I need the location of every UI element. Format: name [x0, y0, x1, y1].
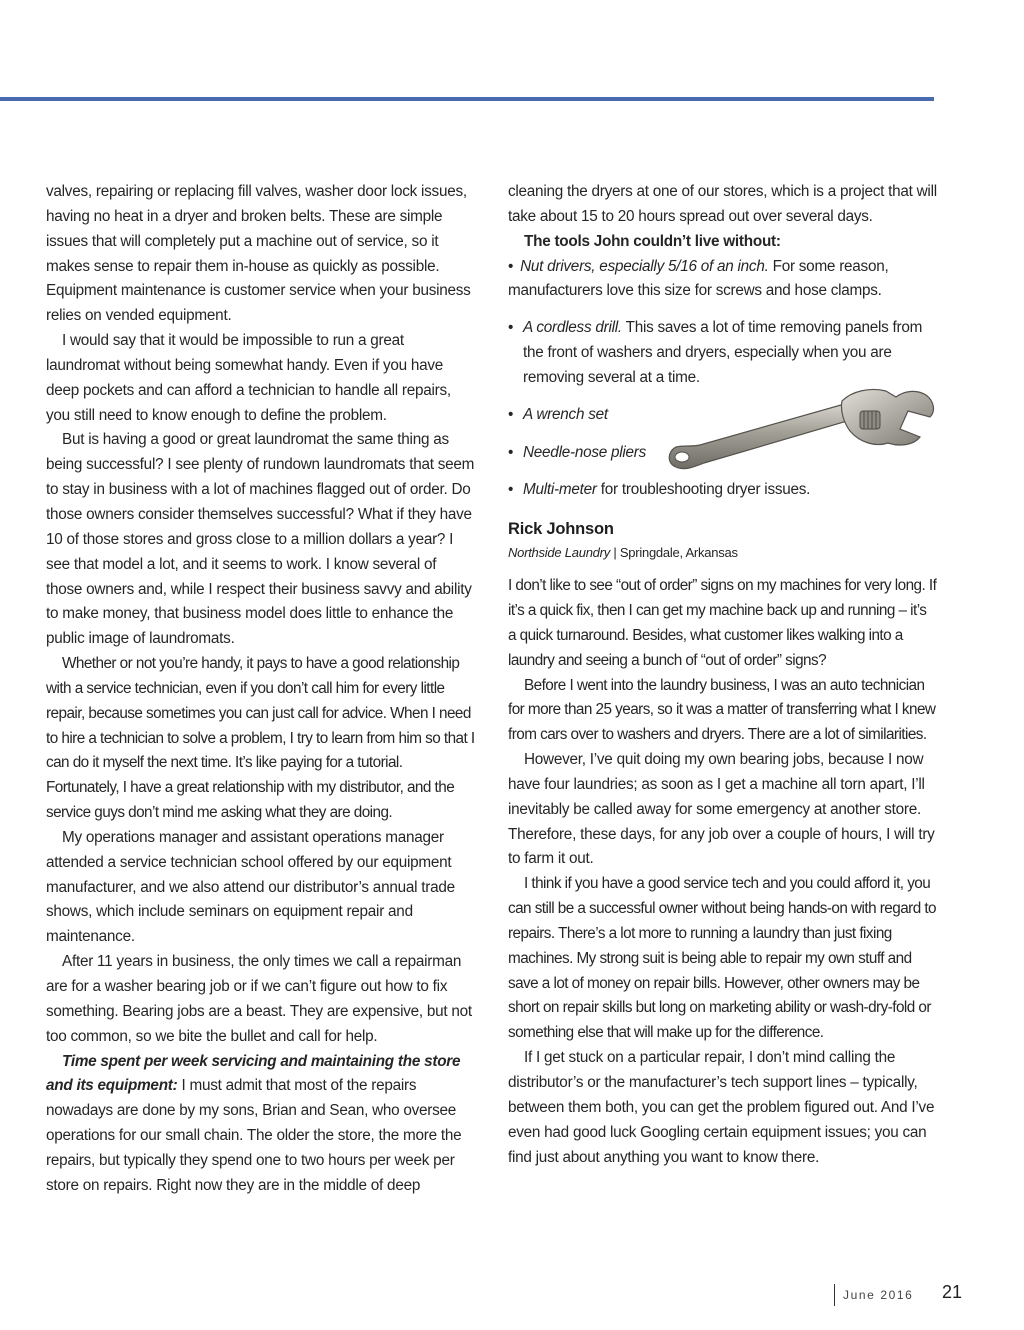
separator: |	[609, 545, 620, 561]
paragraph: I don’t like to see “out of order” signs on my machines for very long. If it’s a quick fix, then I can get my machine back up and running – it’s a quick turnaround. Besides, what customer likes walking into a laundry and seeing a bunch of “out of order” signs?	[508, 577, 937, 669]
header-rule	[0, 97, 934, 101]
business-name: Northside Laundry	[508, 545, 610, 561]
city: Springdale, Arkansas	[619, 545, 738, 561]
tools-heading: The tools John couldn’t live without:	[524, 232, 781, 250]
wrench-head	[841, 389, 933, 445]
paragraph-with-lead	[46, 1050, 476, 1199]
paragraph: Before I went into the laundry business, I was an auto technician for more than 25 years, so it was a matter of transferring what I knew from cars over to washers and dryers. There are a lot of similarities.	[508, 676, 936, 744]
paragraph: valves, repairing or replacing fill valves, washer door lock issues, having no heat in a dryer and broken belts. These are simple issues that will completely put a machine out of service, so it makes sense to repair them in-house as quickly as possible. Equipment maintenance is customer service when your business relies on vended equipment.	[46, 183, 471, 325]
wrench-illustration	[664, 385, 939, 475]
wrench-worm-gear	[860, 411, 880, 429]
wrench-handle	[669, 403, 854, 469]
paragraph: However, I’ve quit doing my own bearing jobs, because I now have four laundries; as soon as I get a machine all torn apart, I’ll inevitably be called away for some emergency at another store. Therefore, these days, for any job over a couple of hours, I will try to farm it out.	[508, 751, 935, 868]
paragraph: I think if you have a good service tech and you could afford it, you can still be a successful owner without being hands-on with regard to repairs. There’s a lot more to running a laundry than just fixing machines. My strong suit is being able to repair my own stuff and save a lot of money on repair bills. However, other owners may be short on repair skills but long on marketing ability or wash-dry-fold or something else that will make up for the difference.	[508, 875, 937, 1042]
paragraph: After 11 years in business, the only times we call a repairman are for a washer bearing job or if we can’t figure out how to fix something. Bearing jobs are a beast. They are expensive, but not too common, so we bite the bullet and call for help.	[46, 953, 472, 1045]
paragraph-text: I must admit that most of the repairs nowadays are done by my sons, Brian and Sean, who oversee operations for our small chain. The older the store, the more the repairs, but typically they spend one to two hours per week per store on repairs. Right now they are in the middle of deep	[46, 1077, 462, 1194]
paragraph: My operations manager and assistant operations manager attended a service technician school offered by our equipment manufacturer, and we also attend our distributor’s annual trade shows, which include seminars on equipment repair and maintenance.	[46, 828, 455, 946]
paragraph: cleaning the dryers at one of our stores, which is a project that will take about 15 to 20 hours spread out over several days.	[508, 183, 937, 225]
paragraph: I would say that it would be impossible to run a great laundromat without being somewhat handy. Even if you have deep pockets and can afford a technician to handle all repairs, you still need to know enough to define the problem.	[46, 332, 451, 424]
paragraph: If I get stuck on a particular repair, I don’t mind calling the distributor’s or the manufacturer’s tech support lines – typically, between them both, you can get the problem figured out. And I’ve even had good luck Googling certain equipment issues; you can find just about anything you want to know there.	[508, 1049, 935, 1166]
list-item	[508, 478, 938, 503]
tool-name: Nut drivers, especially 5/16 of an inch.	[520, 257, 769, 275]
right-column	[508, 180, 938, 1170]
left-column	[46, 180, 476, 1199]
run-in-heading: Time spent per week servicing and maintaining the store and its equipment:	[46, 1052, 461, 1095]
list-item	[508, 316, 938, 391]
person-name: Rick Johnson	[508, 520, 614, 539]
tool-desc: This saves a lot of time removing panels from the front of washers and dryers, especially when you are removing several at a time.	[523, 319, 923, 386]
tool-name: Multi-meter	[523, 481, 597, 499]
list-item	[508, 255, 938, 305]
tool-name: Needle-nose pliers	[523, 443, 647, 461]
wrench-hole	[675, 452, 689, 462]
tool-desc: for troubleshooting dryer issues.	[596, 481, 811, 499]
tool-name: A cordless drill.	[523, 319, 622, 337]
page-number: 21	[942, 1282, 963, 1302]
footer-divider	[834, 1284, 835, 1306]
tool-desc: For some reason, manufacturers love this size for screws and hose clamps.	[508, 257, 889, 300]
page-footer	[834, 1282, 963, 1307]
person-location	[508, 542, 938, 564]
paragraph: But is having a good or great laundromat the same thing as being successful? I see plenty of rundown laundromats that seem to stay in business with a lot of machines flagged out of order. Do those owners consider themselves successful? What if they have 10 of those stores and gross close to a million dollars a year? I see that model a lot, and it seems to work. I know several of those owners and, while I respect their business savvy and ability to make money, that business model does little to enhance the public image of laundromats.	[46, 431, 475, 648]
tool-name: A wrench set	[523, 405, 608, 423]
paragraph: Whether or not you’re handy, it pays to have a good relationship with a service technician, even if you don’t call him for every little repair, because sometimes you can just call for advice. When I need to hire a technician to solve a problem, I try to learn from him so that I can do it myself the next time. It’s like paying for a tutorial. Fortunately, I have a great relationship with my distributor, and the service guys don’t mind me asking what they are doing.	[46, 655, 475, 822]
issue-date: June 2016	[843, 1288, 914, 1302]
